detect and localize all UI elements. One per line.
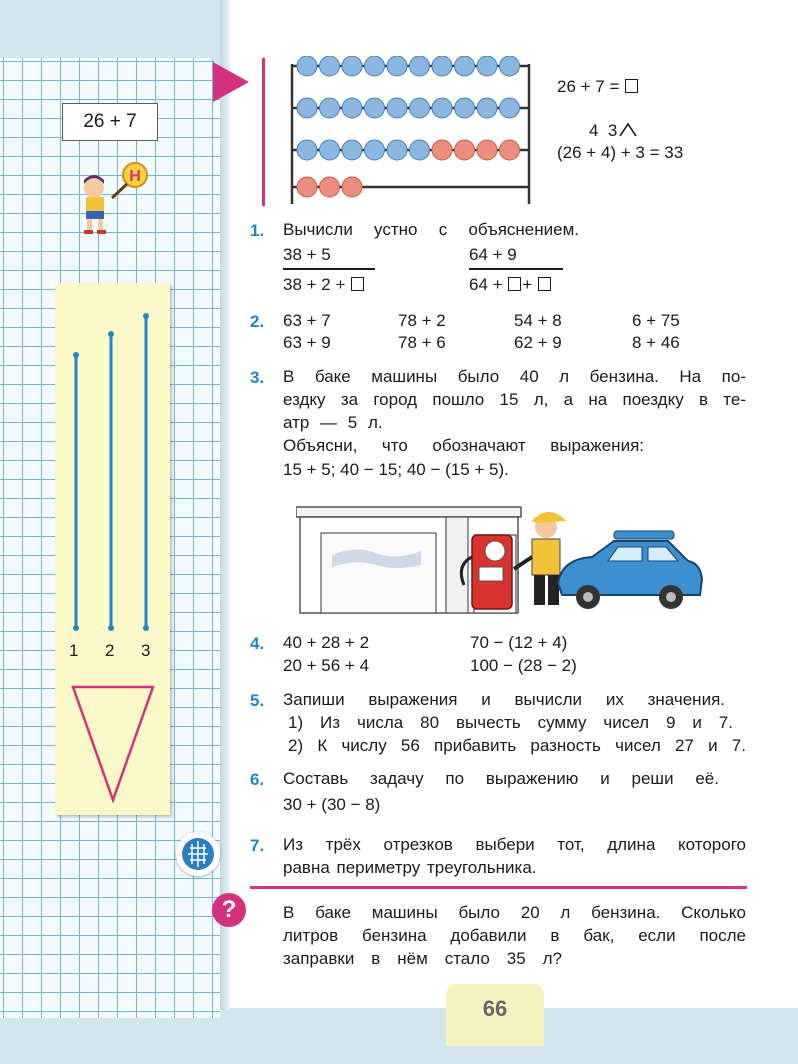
triangle: [73, 687, 153, 800]
blue-bead: [410, 98, 430, 118]
intro-rule: [262, 58, 265, 206]
grid-globe-icon: [176, 832, 220, 876]
blue-bead: [365, 98, 385, 118]
red-bead: [500, 140, 520, 160]
blue-bead: [365, 140, 385, 160]
ex1-a-bottom: 38 + 2 +: [283, 273, 365, 297]
ex6-number: 6.: [250, 770, 265, 789]
ex3-line-4: Объясни, что обозначают выражения:: [283, 436, 644, 455]
blue-bead: [387, 56, 407, 76]
intro-line-3: (26 + 4) + 3 = 33: [557, 143, 684, 162]
answer-box: [508, 277, 521, 291]
ex4-r1-c1: 40 + 28 + 2: [283, 633, 370, 652]
ex7-line-2: равна периметру треугольника.: [283, 858, 537, 877]
ex2-r2-c1: 63 + 9: [283, 333, 331, 352]
answer-box: [538, 277, 551, 291]
ex5-line-2: 1) Из числа 80 вычесть сумму чисел 9 и 7.: [288, 713, 733, 732]
segments-panel: [55, 283, 170, 815]
segment-label-1: 1: [69, 641, 79, 660]
ex3-line-2: ездку за город пошло 15 л, а на поездку в те-: [283, 390, 746, 409]
answer-box: [625, 79, 638, 93]
blue-bead: [455, 98, 475, 118]
page-number: 66: [482, 996, 508, 1021]
ex2-r2-c4: 8 + 46: [632, 333, 680, 352]
ex1-a-top: 38 + 5: [283, 245, 331, 264]
blue-bead: [342, 140, 362, 160]
ex1-a-line: [283, 268, 375, 270]
ex5-line-1: Запиши выражения и вычисли их значения.: [283, 690, 725, 709]
ex1-b-bottom: 64 + +: [469, 273, 552, 297]
segments-drawing: [55, 283, 170, 815]
intro-equations: [557, 76, 683, 164]
question-line-2: литров бензина добавили в бак, если после: [283, 926, 746, 945]
ex3-line-3: атр — 5 л.: [283, 413, 383, 432]
red-bead: [342, 177, 362, 197]
ex1-text: Вычисли устно с объяснением.: [283, 220, 579, 239]
blue-bead: [320, 98, 340, 118]
blue-bead: [500, 56, 520, 76]
ex3-line-5: 15 + 5; 40 − 15; 40 − (15 + 5).: [283, 460, 509, 479]
red-bead: [477, 140, 497, 160]
gas-station-illustration: [296, 497, 706, 615]
answer-box: [351, 277, 364, 291]
ex4-number: 4.: [250, 634, 265, 653]
blue-bead: [477, 98, 497, 118]
blue-bead: [342, 98, 362, 118]
blue-bead: [320, 56, 340, 76]
blue-bead: [387, 98, 407, 118]
blue-bead: [432, 56, 452, 76]
blue-bead: [320, 140, 340, 160]
question-icon: ?: [212, 893, 246, 927]
blue-bead: [297, 56, 317, 76]
blue-bead: [455, 56, 475, 76]
ex7-line-1: Из трёх отрезков выбери тот, длина которого: [283, 835, 746, 854]
ex6-line-2: 30 + (30 − 8): [283, 795, 381, 814]
blue-bead: [432, 98, 452, 118]
mascot-icon: [72, 160, 152, 240]
blue-bead: [387, 140, 407, 160]
ex4-r2-c1: 20 + 56 + 4: [283, 656, 370, 675]
ex7-number: 7.: [250, 836, 265, 855]
segment-label-3: 3: [141, 641, 151, 660]
ex2-r1-c2: 78 + 2: [398, 311, 446, 330]
arrow-right-icon: [213, 62, 249, 102]
question-line-3: заправки в нём стало 35 л?: [283, 949, 562, 968]
red-bead: [297, 177, 317, 197]
question-line-1: В баке машины было 20 л бензина. Сколько: [283, 903, 746, 922]
ex5-line-3: 2) К числу 56 прибавить разность чисел 27 и 7.: [288, 736, 746, 755]
blue-bead: [365, 56, 385, 76]
ex6-line-1: Составь задачу по выражению и реши её.: [283, 769, 719, 788]
red-bead: [432, 140, 452, 160]
segment-label-2: 2: [105, 641, 115, 660]
question-rule: [250, 886, 747, 889]
ex2-r2-c2: 78 + 6: [398, 333, 446, 352]
intro-decomposition: 4 3: [589, 121, 618, 140]
ex4-r2-c2: 100 − (28 − 2): [470, 656, 577, 675]
ex5-number: 5.: [250, 691, 265, 710]
ex1-b-line: [469, 268, 563, 270]
example-card: 26 + 7: [62, 103, 158, 141]
blue-bead: [410, 56, 430, 76]
blue-bead: [297, 98, 317, 118]
ex2-r1-c4: 6 + 75: [632, 311, 680, 330]
decomposition-arrows: [618, 120, 638, 138]
blue-bead: [500, 98, 520, 118]
ex3-line-1: В баке машины было 40 л бензина. На по-: [283, 367, 746, 386]
ex1-b-top: 64 + 9: [469, 245, 517, 264]
ex4-r1-c2: 70 − (12 + 4): [470, 633, 568, 652]
red-bead: [455, 140, 475, 160]
ex2-r1-c1: 63 + 7: [283, 311, 331, 330]
ex1-number: 1.: [250, 221, 265, 240]
red-bead: [320, 177, 340, 197]
ex2-r1-c3: 54 + 8: [514, 311, 562, 330]
ex2-number: 2.: [250, 312, 265, 331]
ex3-number: 3.: [250, 368, 265, 387]
blue-bead: [410, 140, 430, 160]
ex2-r2-c3: 62 + 9: [514, 333, 562, 352]
blue-bead: [477, 56, 497, 76]
mascot-letter: Н: [129, 168, 141, 185]
blue-bead: [297, 140, 317, 160]
page-fold-shadow: [220, 0, 230, 1010]
abacus-illustration: [285, 56, 535, 206]
intro-line-1: 26 + 7 =: [557, 77, 620, 96]
blue-bead: [342, 56, 362, 76]
